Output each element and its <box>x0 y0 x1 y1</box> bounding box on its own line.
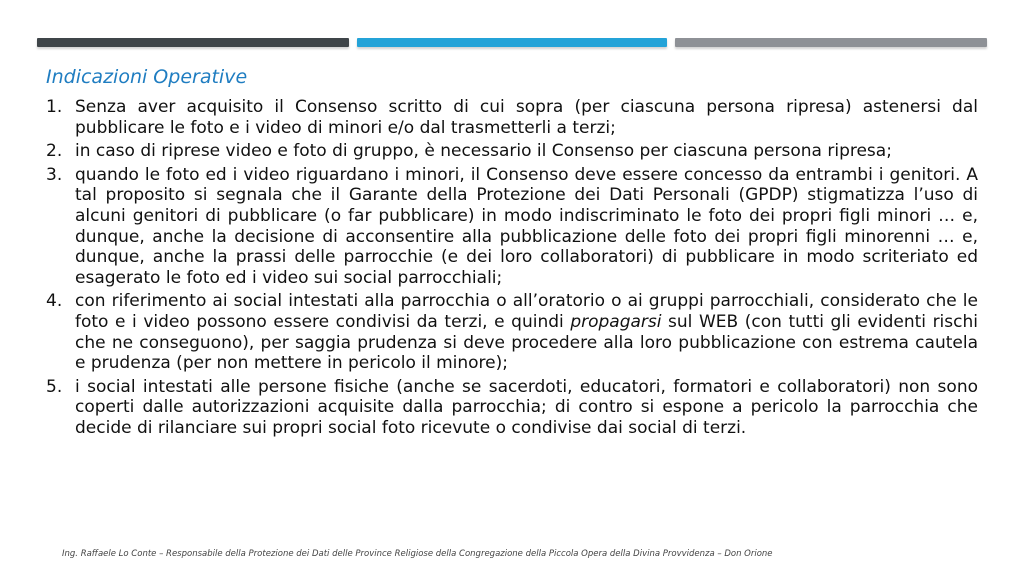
item-number: 5. <box>46 376 63 397</box>
item-text-before: con riferimento ai social intestati alla parrocchia o all’oratorio o ai gruppi parrocchiali, considerato che le foto e i video possono essere condivisi da terzi, e quindi <box>75 291 978 332</box>
item-number: 1. <box>46 97 63 117</box>
item-number: 2. <box>46 141 63 162</box>
header-bar-dark <box>37 38 349 47</box>
list-item-4 <box>46 291 978 373</box>
list-item-1 <box>46 97 978 138</box>
list-item-2 <box>46 141 978 162</box>
item-text-after: sul WEB (con tutti gli evidenti rischi che ne conseguono), per saggia prudenza si deve procedere alla loro pubblicazione con estrema cautela e prudenza (per non mettere in pericolo il minore); <box>75 311 978 374</box>
footer-credit: Ing. Raffaele Lo Conte – Responsabile della Protezione dei Dati delle Province Religiose della Congregazione della Piccola Opera della Divina Provvidenza – Don Orione <box>62 549 773 559</box>
list-item-5 <box>46 377 978 439</box>
item-text: Senza aver acquisito il Consenso scritto di cui sopra (per ciascuna persona ripresa) astenersi dal pubblicare le foto e i video di minori e/o dal trasmetterli a terzi; <box>75 97 978 138</box>
header-bar-blue <box>357 38 667 47</box>
item-number: 3. <box>46 164 63 185</box>
item-text: in caso di riprese video e foto di gruppo, è necessario il Consenso per ciascuna persona ripresa; <box>75 141 892 162</box>
item-text: quando le foto ed i video riguardano i minori, il Consenso deve essere concesso da entrambi i genitori. A tal proposito si segnala che il Garante della Protezione dei Dati Personali (GPDP) stigmatizza l’uso di alcuni genitori di pubblicare (o far pubblicare) in modo indiscriminato le foto dei propri figli minori … e, dunque, anche la decisione di acconsentire alla pubblicazione delle foto dei propri figli minorenni … e, dunque, anche la prassi delle parrocchie (e dei loro collaboratori) di pubblicare in modo scriteriato ed esagerato le foto ed i video sui social parrocchiali; <box>75 164 978 288</box>
operational-guidelines-list <box>46 97 978 442</box>
slide-title: Indicazioni Operative <box>46 66 248 88</box>
header-bar-gray <box>675 38 987 47</box>
item-text-emphasis: propagarsi <box>570 311 662 332</box>
list-item-3 <box>46 165 978 289</box>
item-number: 4. <box>46 291 63 312</box>
item-text: i social intestati alle persone fisiche (anche se sacerdoti, educatori, formatori e collaboratori) non sono coperti dalle autorizzazioni acquisite dalla parrocchia; di contro si espone a pericolo la parrocchia che decide di rilanciare sui propri social foto ricevute o condivise dai social di terzi. <box>75 376 978 438</box>
